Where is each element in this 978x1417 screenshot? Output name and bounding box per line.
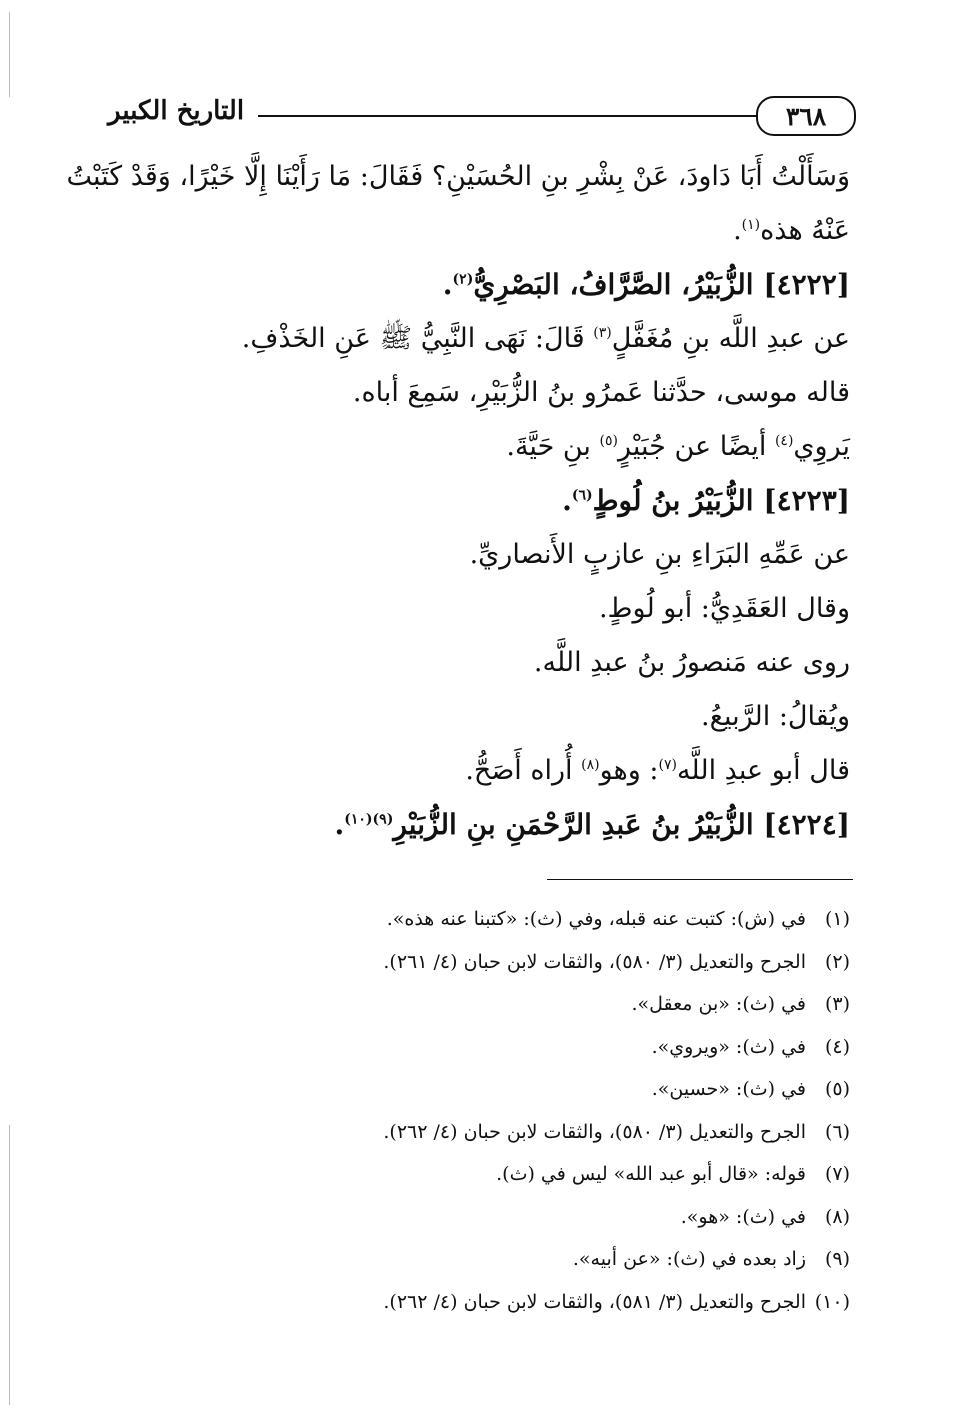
footnote-item	[130, 1238, 850, 1281]
text-line-12c: أُراه أَصَحُّ.	[465, 755, 582, 786]
footnote-item	[130, 983, 850, 1026]
footnote-item	[130, 1068, 850, 1111]
footnote-number: (٧)	[824, 1163, 850, 1185]
entry-heading-4223-end: .	[562, 484, 572, 517]
footnote-ref-5[interactable]: (٥)	[599, 433, 618, 449]
text-line-2	[130, 204, 850, 258]
text-line-4b: قَالَ: نَهَى النَّبِيُّ ﷺ عَنِ الخَذْفِ.	[241, 323, 594, 354]
text-line-6b: أيضًا عن جُبَيْرٍ	[617, 431, 775, 462]
footnote-ref-7[interactable]: (٧)	[658, 757, 677, 773]
text-line-6	[130, 420, 850, 474]
footnote-separator	[547, 879, 853, 880]
footnote-number: (٢)	[824, 950, 850, 973]
footnote-number: (٣)	[824, 993, 850, 1015]
footnote-text: الجرح والتعديل (٣/ ٥٨١)، والثقات لابن حبان (٤/ ٢٦٢).	[383, 1290, 806, 1313]
entry-heading-4224	[130, 798, 850, 852]
footnote-ref-2[interactable]: (٢)	[452, 271, 474, 288]
text-line-6c: بنِ حَيَّةَ.	[506, 431, 600, 462]
footnote-item	[130, 1281, 850, 1324]
text-line-11: ويُقالُ: الرَّبيعُ.	[701, 701, 850, 732]
footnote-number: (٩)	[824, 1248, 850, 1270]
footnote-text: في (ش): كتبت عنه قبله، وفي (ث): «كتبنا عنه هذه».	[386, 908, 806, 930]
footnote-ref-6[interactable]: (٦)	[571, 487, 593, 504]
text-line-1: وَسَأَلْتُ أَبَا دَاودَ، عَنْ بِشْرِ بنِ الحُسَيْنِ؟ فَقَالَ: مَا رَأَيْنَا إِلَّا خَيْرًا، وَقَدْ كَتَبْتُ	[66, 161, 850, 192]
entry-heading-4223-text: [٤٢٢٣] الزُّبَيْرُ بنُ لُوطٍ	[592, 484, 850, 517]
entry-heading-4222	[130, 258, 850, 312]
footnote-text: في (ث): «حسين».	[651, 1078, 806, 1100]
footnote-ref-3[interactable]: (٣)	[593, 325, 612, 341]
text-line-2-body: عَنْهُ هذه	[760, 215, 850, 246]
entry-heading-4223	[130, 474, 850, 528]
footnotes	[130, 898, 850, 1323]
footnote-item	[130, 1153, 850, 1196]
footnote-item	[130, 1111, 850, 1154]
footnote-text: في (ث): «ويروي».	[651, 1035, 806, 1058]
footnote-ref-8[interactable]: (٨)	[581, 757, 600, 773]
page-number-badge	[756, 96, 856, 136]
entry-heading-4224-text: [٤٢٢٤] الزُّبَيْرُ بنُ عَبدِ الرَّحْمَنِ بنِ الزُّبَيْرِ	[393, 808, 850, 841]
page-number: ٣٦٨	[785, 101, 827, 131]
footnote-text: في (ث): «بن معقل».	[631, 993, 806, 1015]
footnote-number: (٤)	[824, 1035, 850, 1058]
footnote-text: قوله: «قال أبو عبد الله» ليس في (ث).	[496, 1163, 806, 1185]
left-margin-line-bottom	[9, 1125, 10, 1405]
footnote-item	[130, 1026, 850, 1069]
footnote-ref-9-10[interactable]: (٩)(١٠)	[344, 811, 394, 828]
text-line-4a: عن عبدِ اللَّه بنِ مُغَفَّلٍ	[611, 323, 850, 354]
text-line-4	[130, 312, 850, 366]
footnote-number: (٥)	[824, 1078, 850, 1100]
footnote-ref-1[interactable]: (١)	[741, 217, 761, 233]
book-title: التاريخ الكبير	[108, 96, 245, 126]
text-line-8: عن عَمِّهِ البَرَاءِ بنِ عازبٍ الأَنصاريِّ.	[469, 539, 850, 570]
footnote-text: في (ث): «هو».	[680, 1205, 806, 1228]
entry-heading-4222-end: .	[442, 268, 453, 301]
text-line-2-end: .	[733, 215, 742, 246]
footnote-number: (٦)	[824, 1120, 850, 1143]
text-line-5: قاله موسى، حدَّثنا عَمرُو بنُ الزُّبَيْرِ، سَمِعَ أباه.	[352, 377, 850, 408]
text-line-6a: يَروِي	[793, 431, 850, 462]
text-line-12b: : وهو	[599, 755, 659, 786]
footnote-item	[130, 1196, 850, 1239]
entry-heading-4224-end: .	[334, 808, 345, 841]
footnote-ref-4[interactable]: (٤)	[774, 433, 794, 449]
main-text	[66, 150, 850, 852]
entry-heading-4222-text: [٤٢٢٢] الزُّبَيْرُ، الصَّرَّافُ، البَصْرِيُّ	[473, 268, 850, 301]
footnote-text: الجرح والتعديل (٣/ ٥٨٠)، والثقات لابن حبان (٤/ ٢٦٢).	[383, 1120, 806, 1143]
footnote-number: (٨)	[824, 1205, 850, 1228]
footnote-item	[130, 941, 850, 984]
text-line-9: وقال العَقَدِيُّ: أبو لُوطٍ.	[598, 593, 850, 624]
footnote-text: الجرح والتعديل (٣/ ٥٨٠)، والثقات لابن حبان (٤/ ٢٦١).	[383, 950, 806, 973]
page-header	[108, 96, 856, 136]
footnote-number: (١٠)	[814, 1290, 850, 1313]
header-rule	[258, 115, 756, 117]
footnote-number: (١)	[824, 908, 850, 930]
left-margin-line-top	[9, 12, 10, 97]
footnote-item	[130, 898, 850, 941]
text-line-10: روى عنه مَنصورُ بنُ عبدِ اللَّه.	[533, 647, 850, 678]
text-line-12	[130, 744, 850, 798]
text-line-12a: قال أبو عبدِ اللَّه	[676, 755, 850, 786]
footnote-text: زاد بعده في (ث): «عن أبيه».	[572, 1248, 806, 1270]
